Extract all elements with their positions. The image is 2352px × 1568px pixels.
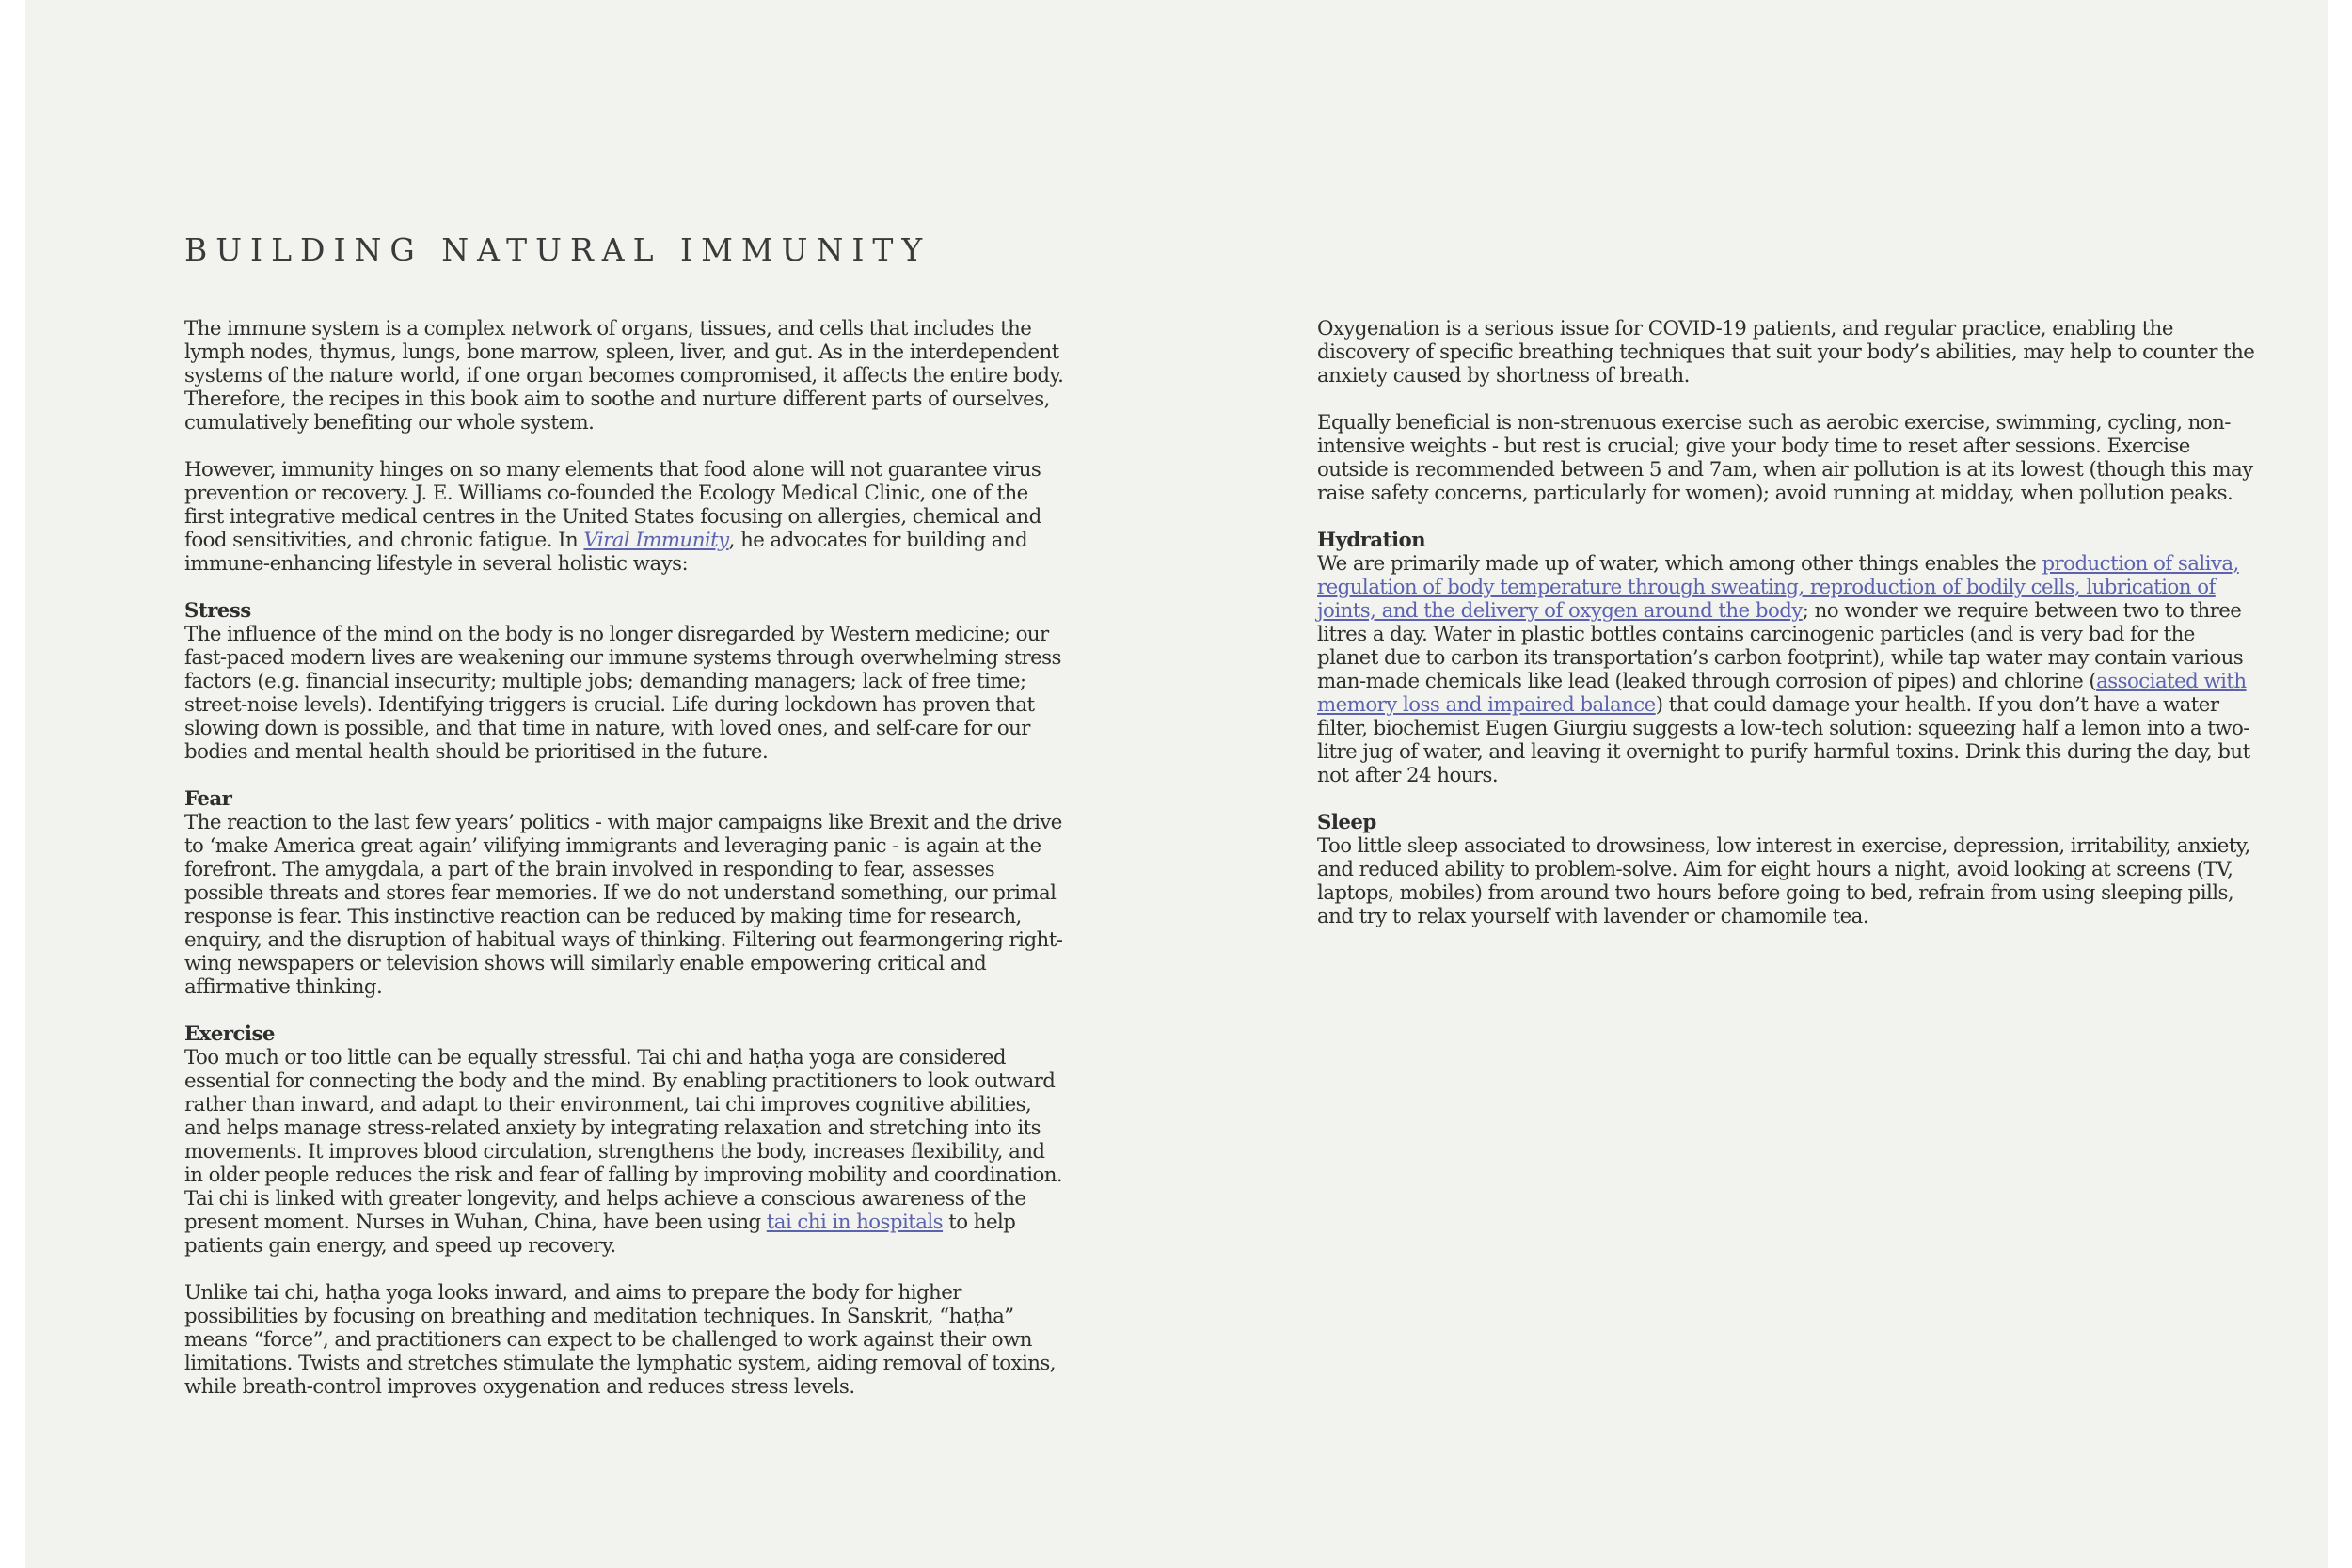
oxygenation-paragraph: Oxygenation is a serious issue for COVID-19 patients, and regular practice, enabling the discovery of specific breathing techniques that suit your body’s abilities, may help to counter the anxiety caused by shortness of breath. [1317, 317, 2255, 388]
stress-heading: Stress [184, 599, 251, 623]
page-title: BUILDING NATURAL IMMUNITY [184, 231, 931, 268]
paragraph-text: However, immunity hinges on so many elements that food alone will not guarantee virus prevention or recovery. J. E. Williams co-founded the Ecology Medical Clinic, one of the first integrative medical centres in the United States focusing on allergies, chemical and food sensitivities, and chronic fatigue. In [184, 458, 1041, 552]
paragraph-text: , he advocates for building and immune-enhancing lifestyle in several holistic ways: [184, 529, 1028, 576]
non-strenuous-exercise-paragraph: Equally beneficial is non-strenuous exercise such as aerobic exercise, swimming, cycling, non-intensive weights - but rest is crucial; give your body time to reset after sessions. Exercise outside is recommended between 5 and 7am, when air pollution is at its lowest (though this may raise safety concerns, particularly for women); avoid running at midday, when pollution peaks. [1317, 411, 2253, 505]
intro-paragraph: The immune system is a complex network of organs, tissues, and cells that includes the lymph nodes, thymus, lungs, bone marrow, spleen, liver, and gut. As in the interdependent systems of the nature world, if one organ becomes compromised, it affects the entire body. Therefore, the recipes in this book aim to soothe and nurture different parts of ourselves, cumulatively benefiting our whole system. [184, 317, 1064, 435]
paragraph-text: ) that could damage your health. If you don’t have a water filter, biochemist Eugen Giurgiu suggests a low-tech solution: squeezing half a lemon into a two-litre jug of water, and leaving it overnight to purify harmful toxins. Drink this during the day, but not after 24 hours. [1317, 693, 2250, 787]
paragraph-text: to help patients gain energy, and speed up recovery. [184, 1211, 1016, 1258]
page [25, 0, 2328, 1568]
yoga-paragraph: Unlike tai chi, haṭha yoga looks inward, and aims to prepare the body for higher possibilities by focusing on breathing and meditation techniques. In Sanskrit, “haṭha” means “force”, and practitioners can expect to be challenged to work against their own limitations. Twists and stretches stimulate the lymphatic system, aiding removal of toxins, while breath-control improves oxygenation and reduces stress levels. [184, 1281, 1056, 1399]
fear-heading: Fear [184, 787, 232, 811]
sleep-paragraph: Too little sleep associated to drowsiness, low interest in exercise, depression, irritability, anxiety, and reduced ability to problem-solve. Aim for eight hours a night, avoid looking at screens (TV, laptops, mobiles) from around two hours before going to bed, refrain from using sleeping pills, and try to relax yourself with lavender or chamomile tea. [1317, 834, 2250, 928]
left-column [184, 317, 1064, 1422]
hydration-heading: Hydration [1317, 529, 1426, 552]
right-column [1317, 317, 2258, 952]
immunity-paragraph [184, 458, 1064, 576]
paragraph-text: Too much or too little can be equally stressful. Tai chi and haṭha yoga are considered essential for connecting the body and the mind. By enabling practitioners to look outward rather than inward, and adapt to their environment, tai chi improves cognitive abilities, and helps manage stress-related anxiety by integrating relaxation and stretching into its movements. It improves blood circulation, strengthens the body, increases flexibility, and in older people reduces the risk and fear of falling by improving mobility and coordination. Tai chi is linked with greater longevity, and helps achieve a conscious awareness of the present moment. Nurses in Wuhan, China, have been using [184, 1046, 1063, 1234]
paragraph-text: We are primarily made up of water, which among other things enables the [1317, 552, 2042, 576]
viral-immunity-link[interactable]: Viral Immunity [583, 529, 729, 552]
paragraph-text: ; no wonder we require between two to three litres a day. Water in plastic bottles contains carcinogenic particles (and is very bad for the planet due to carbon its transportation’s carbon footprint), while tap water may contain various man-made chemicals like lead (leaked through corrosion of pipes) and chlorine ( [1317, 599, 2244, 693]
memory-loss-link[interactable]: associated with memory loss and impaired balance [1317, 670, 2247, 717]
sleep-heading: Sleep [1317, 811, 1376, 834]
fear-paragraph: The reaction to the last few years’ politics - with major campaigns like Brexit and the drive to ‘make America great again’ vilifying immigrants and leveraging panic - is again at the forefront. The amygdala, a part of the brain involved in responding to fear, assesses possible threats and stores fear memories. If we do not understand something, our primal response is fear. This instinctive reaction can be reduced by making time for research, enquiry, and the disruption of habitual ways of thinking. Filtering out fearmongering right-wing newspapers or television shows will similarly enable empowering critical and affirmative thinking. [184, 811, 1063, 999]
stress-paragraph: The influence of the mind on the body is no longer disregarded by Western medicine; our fast-paced modern lives are weakening our immune systems through overwhelming stress factors (e.g. financial insecurity; multiple jobs; demanding managers; lack of free time; street-noise levels). Identifying triggers is crucial. Life during lockdown has proven that slowing down is possible, and that time in nature, with loved ones, and self-care for our bodies and mental health should be prioritised in the future. [184, 623, 1061, 764]
water-functions-link[interactable]: production of saliva, regulation of body temperature through sweating, reproduction of bodily cells, lubrication of joints, and the delivery of oxygen around the body [1317, 552, 2239, 623]
exercise-paragraph [184, 1046, 1064, 1258]
exercise-heading: Exercise [184, 1022, 275, 1046]
tai-chi-hospitals-link[interactable]: tai chi in hospitals [766, 1211, 944, 1234]
hydration-paragraph [1317, 552, 2258, 787]
